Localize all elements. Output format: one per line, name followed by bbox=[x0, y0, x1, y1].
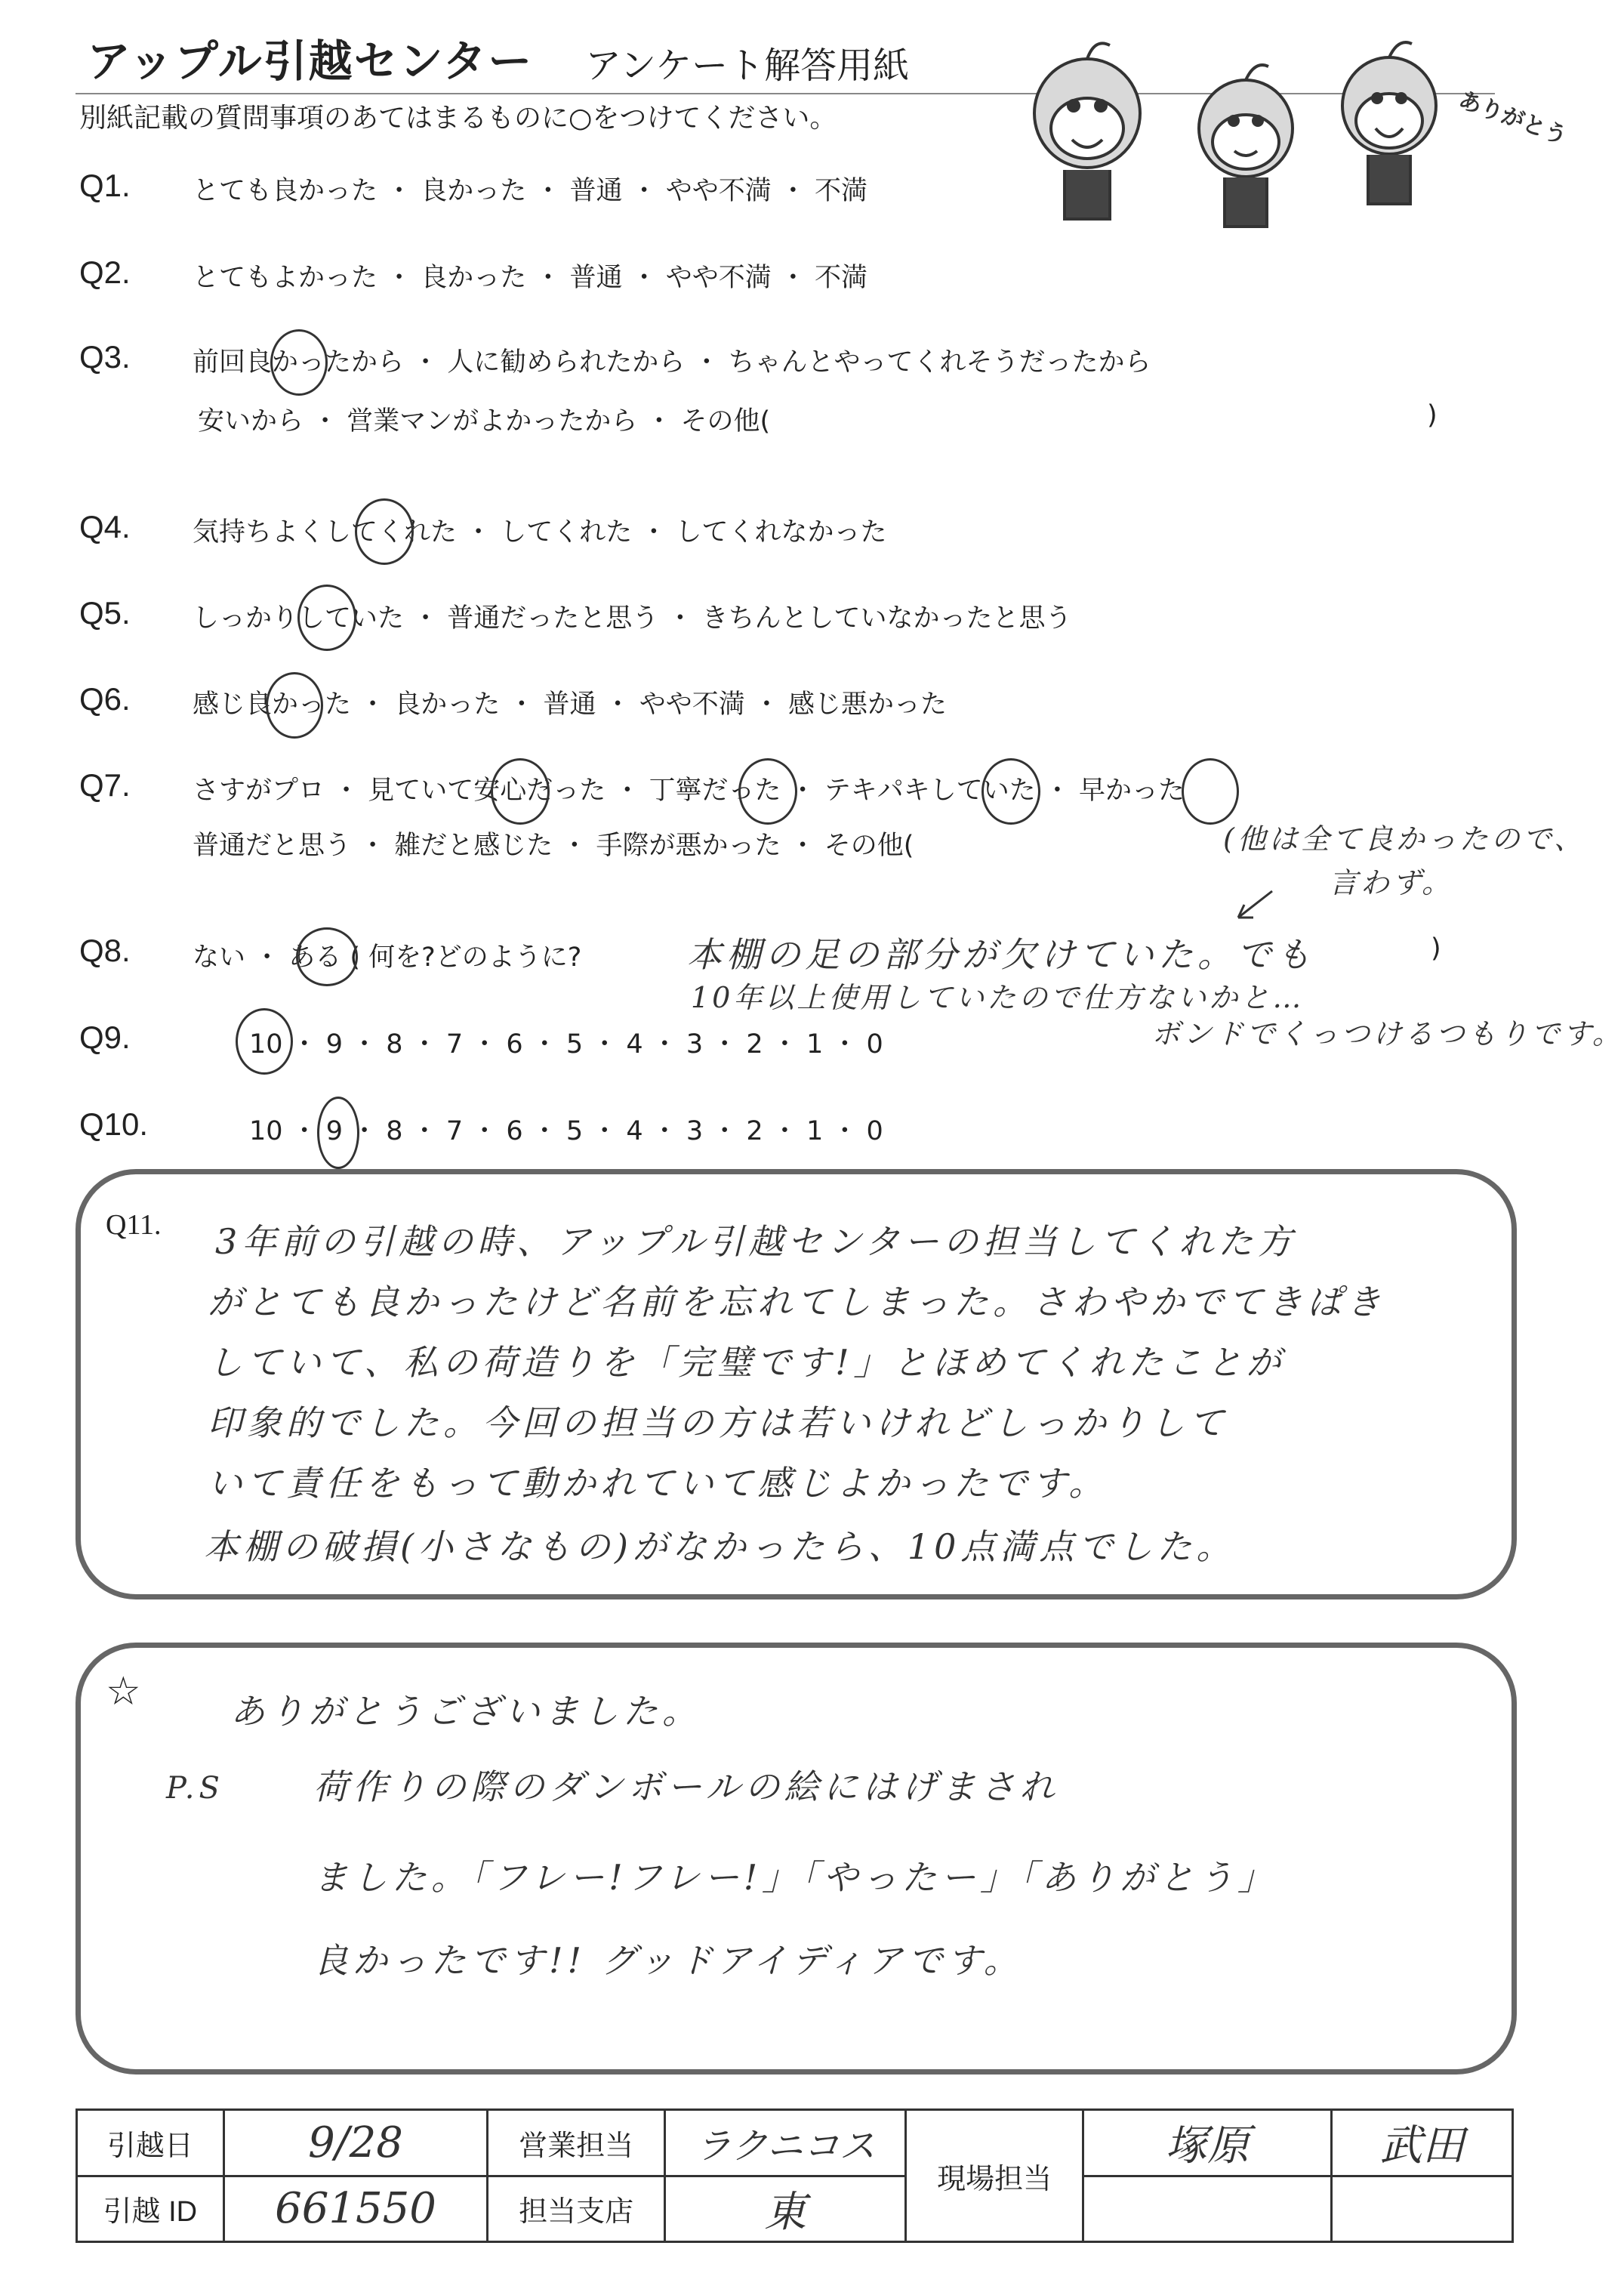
move-id-label: 引越 ID bbox=[77, 2176, 224, 2242]
q8-close: ) bbox=[1431, 933, 1441, 964]
q6-options: 感じ良かった ・ 良かった ・ 普通 ・ やや不満 ・ 感じ悪かった bbox=[193, 689, 948, 720]
move-date-label: 引越日 bbox=[77, 2110, 224, 2176]
q7-options-line1: さすがプロ ・ 見ていて安心だった ・ 丁寧だった ・ テキパキしていた ・ 早かった bbox=[193, 776, 1185, 806]
star-icon: ☆ bbox=[106, 1669, 141, 1714]
q3-label: Q3. bbox=[79, 339, 131, 375]
q9-scale: 10 ・ 9 ・ 8 ・ 7 ・ 6 ・ 5 ・ 4 ・ 3 ・ 2 ・ 1 ・ 0 bbox=[249, 1029, 883, 1060]
q4-options: 気持ちよくしてくれた ・ してくれた ・ してくれなかった bbox=[193, 517, 887, 548]
q3-answer-circle bbox=[270, 329, 328, 396]
survey-subtitle: アンケート解答用紙 bbox=[585, 45, 910, 87]
instruction-text: 別紙記載の質問事項のあてはまるものに○をつけてください。 bbox=[79, 103, 837, 134]
q7-answer-circle-tekipaki bbox=[981, 758, 1040, 825]
move-id-value: 661550 bbox=[223, 2176, 488, 2242]
site-staff-empty-1 bbox=[1083, 2176, 1331, 2242]
staff-info-table bbox=[75, 2108, 1514, 2243]
sales-rep-value: ラクニコス bbox=[664, 2110, 905, 2176]
q8-handwritten-line2: 10年以上使用していたので仕方ないかと… bbox=[691, 981, 1305, 1014]
q8-answer-circle bbox=[296, 927, 358, 986]
q11-line-2: がとても良かったけど名前を忘れてしまった。さわやかでてきぱき bbox=[208, 1282, 1385, 1322]
q8-label: Q8. bbox=[79, 933, 131, 968]
site-staff-label: 現場担当 bbox=[906, 2110, 1083, 2242]
q7-answer-circle-teinei bbox=[738, 758, 797, 825]
q5-answer-circle bbox=[297, 585, 356, 651]
q7-handwritten-note-line2: 言わず。 bbox=[1329, 866, 1453, 899]
q10-answer-circle bbox=[317, 1097, 359, 1169]
q11-line-1: 3年前の引越の時、アップル引越センターの担当してくれた方 bbox=[215, 1221, 1297, 1262]
monkey-mascots-illustration bbox=[1004, 15, 1571, 234]
q5-options: しっかりしていた ・ 普通だったと思う ・ きちんとしていなかったと思う bbox=[193, 603, 1072, 634]
move-date-value: 9/28 bbox=[223, 2110, 488, 2176]
q7-options-line2: 普通だと思う ・ 雑だと感じた ・ 手際が悪かった ・ その他( bbox=[193, 831, 914, 861]
q6-label: Q6. bbox=[79, 681, 131, 717]
q4-answer-circle bbox=[355, 498, 414, 565]
q7-label: Q7. bbox=[79, 767, 131, 803]
branch-value: 東 bbox=[664, 2176, 905, 2242]
q6-answer-circle bbox=[266, 672, 323, 739]
q5-label: Q5. bbox=[79, 595, 131, 631]
q8-options: ない ・ ある ( 何を?どのように? bbox=[193, 942, 582, 973]
q2-label: Q2. bbox=[79, 254, 131, 290]
free-comment-line-1: ありがとうございました。 bbox=[230, 1691, 701, 1732]
ps-label: P.S bbox=[166, 1771, 224, 1806]
survey-title: アップル引越センター bbox=[87, 35, 534, 87]
q8-handwritten-line3: ボンドでくっつけるつもりです。 bbox=[1151, 1017, 1624, 1050]
q2-options: とてもよかった ・ 良かった ・ 普通 ・ やや不満 ・ 不満 bbox=[193, 263, 868, 293]
site-staff-empty-2 bbox=[1332, 2176, 1513, 2242]
q10-scale: 10 ・ 9 ・ 8 ・ 7 ・ 6 ・ 5 ・ 4 ・ 3 ・ 2 ・ 1 ・ 0 bbox=[249, 1116, 883, 1146]
handwritten-arrow-icon bbox=[1231, 884, 1276, 929]
q8-handwritten-line1: 本棚の足の部分が欠けていた。でも bbox=[687, 934, 1315, 975]
sales-rep-label: 営業担当 bbox=[488, 2110, 665, 2176]
monkey-mascot-center bbox=[1199, 65, 1293, 227]
branch-label: 担当支店 bbox=[488, 2176, 665, 2242]
q1-options: とても良かった ・ 良かった ・ 普通 ・ やや不満 ・ 不満 bbox=[193, 176, 868, 206]
q9-answer-circle bbox=[236, 1008, 293, 1075]
q7-answer-circle-hayakatta bbox=[1182, 758, 1239, 825]
site-staff-value-2: 武田 bbox=[1332, 2110, 1513, 2176]
q3-other-close: ) bbox=[1427, 400, 1438, 430]
q7-handwritten-note-line1: (他は全て良かったので、 bbox=[1223, 822, 1586, 856]
q11-line-4: 印象的でした。今回の担当の方は若いけれどしっかりして bbox=[208, 1402, 1228, 1443]
free-comment-line-2: 荷作りの際のダンボールの絵にはげまされ bbox=[313, 1766, 1059, 1807]
mascot-thanks-text: ありがとう bbox=[1455, 86, 1571, 150]
q10-label: Q10. bbox=[79, 1106, 149, 1142]
monkey-mascot-left bbox=[1034, 43, 1140, 219]
free-comment-line-3: ました。「フレー!フレー!」「やったー」「ありがとう」 bbox=[313, 1857, 1277, 1898]
q11-label: Q11. bbox=[106, 1209, 162, 1241]
q4-label: Q4. bbox=[79, 509, 131, 544]
q9-label: Q9. bbox=[79, 1020, 131, 1055]
q1-label: Q1. bbox=[79, 168, 131, 203]
monkey-mascot-right bbox=[1342, 42, 1436, 204]
site-staff-value-1: 塚原 bbox=[1083, 2110, 1331, 2176]
q11-line-5: いて責任をもって動かれていて感じよかったです。 bbox=[208, 1463, 1108, 1504]
q3-options-line2: 安いから ・ 営業マンがよかったから ・ その他( bbox=[198, 406, 771, 436]
q7-answer-circle-anshin bbox=[491, 758, 550, 825]
q11-line-6: 本棚の破損(小さなもの)がなかったら、10点満点でした。 bbox=[204, 1526, 1236, 1567]
q11-line-3: していて、私の荷造りを「完璧です!」とほめてくれたことが bbox=[208, 1342, 1286, 1383]
free-comment-line-4: 良かったです!! グッドアイディアです。 bbox=[313, 1940, 1023, 1981]
q3-options-line1: 前回良かったから ・ 人に勧められたから ・ ちゃんとやってくれそうだったから bbox=[193, 347, 1151, 378]
